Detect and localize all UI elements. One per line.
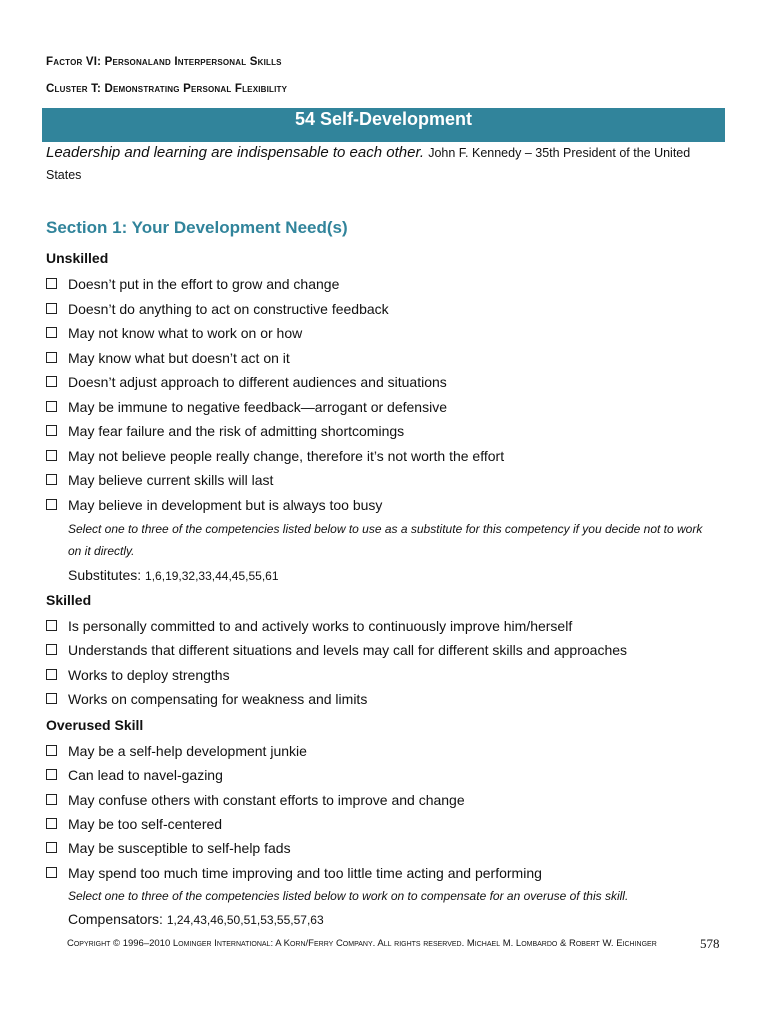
checklist-item[interactable]: May not believe people really change, therefore it’s not worth the effort [46, 448, 504, 464]
checkbox-icon[interactable] [46, 842, 57, 853]
skilled-heading: Skilled [46, 592, 92, 608]
unskilled-heading: Unskilled [46, 250, 109, 266]
checkbox-icon[interactable] [46, 352, 57, 363]
checkbox-icon[interactable] [46, 450, 57, 461]
substitutes-label: Substitutes: [68, 567, 142, 583]
quote-attribution: John F. Kennedy – 35th President of the United States [46, 146, 691, 182]
checkbox-icon[interactable] [46, 278, 57, 289]
substitutes-note: Select one to three of the competencies listed below to use as a substitute for this competency if you decide not to work on it directly. [68, 522, 703, 558]
compensators-list: 1,24,43,46,50,51,53,55,57,63 [166, 913, 324, 927]
checkbox-icon[interactable] [46, 474, 57, 485]
checkbox-icon[interactable] [46, 620, 57, 631]
compensators-label: Compensators: [68, 911, 163, 927]
copyright-footer: Copyright © 1996–2010 Lominger International: A Korn/Ferry Company. All rights reserved. Michael M. Lombardo & Robert W. Eichinger [67, 938, 657, 949]
factor-heading: Factor VI: Personaland Interpersonal Skills [46, 56, 282, 68]
cluster-heading: Cluster T: Demonstrating Personal Flexibility [46, 83, 288, 95]
checkbox-icon[interactable] [46, 745, 57, 756]
checkbox-icon[interactable] [46, 327, 57, 338]
checkbox-icon[interactable] [46, 794, 57, 805]
checklist-item[interactable]: Doesn’t do anything to act on constructive feedback [46, 301, 389, 317]
substitutes-list: 1,6,19,32,33,44,45,55,61 [145, 569, 279, 583]
checkbox-icon[interactable] [46, 867, 57, 878]
checklist-item[interactable]: May confuse others with constant efforts to improve and change [46, 792, 465, 808]
overused-heading: Overused Skill [46, 717, 144, 733]
checkbox-icon[interactable] [46, 499, 57, 510]
compensators-note: Select one to three of the competencies listed below to work on to compensate for an overuse of this skill. [68, 889, 629, 903]
checklist-item[interactable]: May be immune to negative feedback—arrogant or defensive [46, 399, 447, 415]
checklist-item[interactable]: Understands that different situations and levels may call for different skills and approaches [46, 642, 627, 658]
checkbox-icon[interactable] [46, 303, 57, 314]
checkbox-icon[interactable] [46, 669, 57, 680]
checklist-item[interactable]: Doesn’t put in the effort to grow and change [46, 276, 339, 292]
checklist-item[interactable]: Doesn’t adjust approach to different audiences and situations [46, 374, 447, 390]
checkbox-icon[interactable] [46, 818, 57, 829]
checkbox-icon[interactable] [46, 693, 57, 704]
section-title: Section 1: Your Development Need(s) [46, 218, 348, 237]
checklist-item[interactable]: May be too self-centered [46, 816, 222, 832]
checklist-item[interactable]: May spend too much time improving and too little time acting and performing [46, 865, 542, 881]
checklist-item[interactable]: May believe in development but is always too busy [46, 497, 382, 513]
checkbox-icon[interactable] [46, 401, 57, 412]
checkbox-icon[interactable] [46, 376, 57, 387]
quote-text: Leadership and learning are indispensable to each other. [46, 144, 425, 161]
checklist-item[interactable]: Is personally committed to and actively works to continuously improve him/herself [46, 618, 572, 634]
checklist-item[interactable]: May be susceptible to self-help fads [46, 840, 291, 856]
checklist-item[interactable]: May be a self-help development junkie [46, 743, 307, 759]
page-title: 54 Self-Development [42, 108, 725, 142]
checklist-item[interactable]: May believe current skills will last [46, 472, 273, 488]
quote [46, 142, 716, 186]
page-number: 578 [700, 936, 720, 951]
checklist-item[interactable]: Works on compensating for weakness and limits [46, 691, 367, 707]
checklist-item[interactable]: May fear failure and the risk of admitting shortcomings [46, 423, 404, 439]
checkbox-icon[interactable] [46, 644, 57, 655]
compensators-line [68, 911, 324, 927]
substitutes-line [68, 567, 279, 583]
checklist-item[interactable]: May not know what to work on or how [46, 325, 302, 341]
checklist-item[interactable]: May know what but doesn’t act on it [46, 350, 290, 366]
checklist-item[interactable]: Works to deploy strengths [46, 667, 230, 683]
checklist-item[interactable]: Can lead to navel-gazing [46, 767, 223, 783]
checkbox-icon[interactable] [46, 769, 57, 780]
checkbox-icon[interactable] [46, 425, 57, 436]
